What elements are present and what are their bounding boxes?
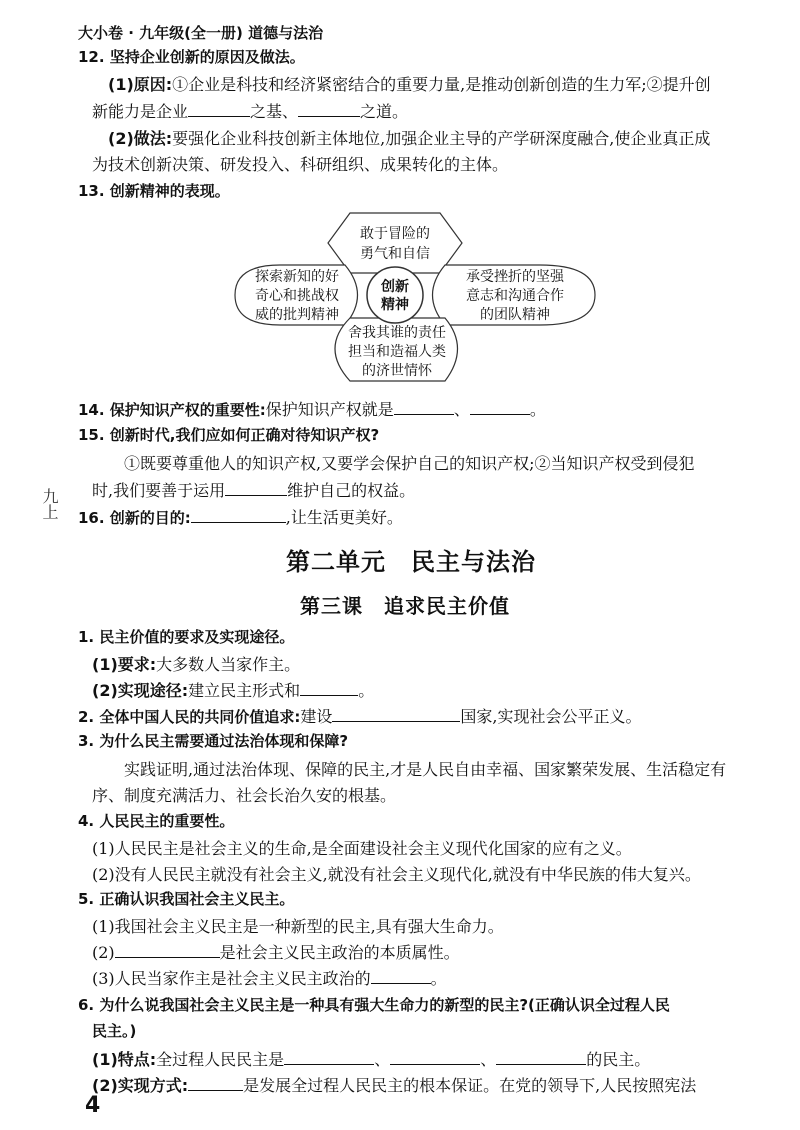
p6-feature-text: 全过程人民民主是 <box>156 1050 285 1069</box>
q14-blank-1[interactable] <box>394 400 454 415</box>
p6-feature-end: 的民主。 <box>586 1050 651 1069</box>
p5-l3-text: (3)人民当家作主是社会主义民主政治的 <box>92 969 371 988</box>
p1-way-text: 建立民主形式和 <box>188 681 301 700</box>
lesson-title: 第三课 追求民主价值 <box>300 594 510 618</box>
q12-text-b: 之基、 <box>250 102 299 121</box>
p5-line2 <box>92 940 460 963</box>
p5-line1: (1)我国社会主义民主是一种新型的民主,具有强大生命力。 <box>92 917 504 936</box>
petal-right <box>433 265 596 325</box>
p6-feature-label: (1)特点: <box>92 1050 157 1069</box>
center-line2: 精神 <box>381 297 409 313</box>
petal-left-line1: 探索新知的好 <box>255 269 339 285</box>
q14-blank-2[interactable] <box>470 400 530 415</box>
q12-practice-text: 要强化企业科技创新主体地位,加强企业主导的产学研深度融合,使企业真正成 <box>172 129 711 148</box>
p3-title: 3. 为什么民主需要通过法治体现和保障? <box>78 732 349 750</box>
q14-sep: 、 <box>453 400 470 419</box>
q12-practice-label: (2)做法: <box>108 129 173 148</box>
p5-l2-prefix: (2) <box>92 943 115 962</box>
p5-blank-2[interactable] <box>371 969 431 984</box>
p6-sep-2: 、 <box>480 1050 497 1069</box>
p5-line3 <box>92 966 447 989</box>
p1-blank[interactable] <box>300 681 358 696</box>
q15-text-b: 维护自己的权益。 <box>287 481 416 500</box>
center-line1: 创新 <box>381 279 409 295</box>
q15-title: 15. 创新时代,我们应如何正确对待知识产权? <box>78 426 380 444</box>
q16-line <box>78 505 403 528</box>
q14-end: 。 <box>529 400 546 419</box>
q12-blank-1[interactable] <box>188 102 250 117</box>
q12-text-c: 之道。 <box>360 102 409 121</box>
page-number: 4 <box>85 1093 101 1118</box>
q12-reason-line2 <box>92 99 408 122</box>
p1-title: 1. 民主价值的要求及实现途径。 <box>78 628 295 646</box>
q12-practice-line1 <box>108 126 710 149</box>
p6-way-label: (2)实现方式: <box>92 1076 189 1095</box>
p6-title-line2: 民主。) <box>92 1022 137 1040</box>
book-header: 大小卷 · 九年级(全一册) 道德与法治 <box>78 24 324 42</box>
p6-line2 <box>92 1073 696 1096</box>
p5-blank-1[interactable] <box>115 943 220 958</box>
q14-line <box>78 397 546 420</box>
petal-bottom-line1: 舍我其谁的责任 <box>348 325 446 341</box>
p1-end: 。 <box>358 681 375 700</box>
petal-bottom-line3: 的济世情怀 <box>362 363 432 379</box>
p6-blank-1[interactable] <box>284 1050 374 1065</box>
p6-way-text: 是发展全过程人民民主的根本保证。在党的领导下,人民按照宪法 <box>243 1076 697 1095</box>
p6-title-line1: 6. 为什么说我国社会主义民主是一种具有强大生命力的新型的民主?(正确认识全过程人民 <box>78 996 670 1014</box>
petal-bottom <box>335 318 458 381</box>
p2-text-b: 国家,实现社会公平正义。 <box>460 707 642 726</box>
p2-text-a: 建设 <box>300 707 333 726</box>
q13-title: 13. 创新精神的表现。 <box>78 182 230 200</box>
p1-way-label: (2)实现途径: <box>92 681 189 700</box>
q12-blank-2[interactable] <box>298 102 360 117</box>
p4-line2: (2)没有人民民主就没有社会主义,就没有社会主义现代化,就没有中华民族的伟大复兴。 <box>92 865 701 884</box>
innovation-spirit-diagram <box>225 203 605 388</box>
p4-title: 4. 人民民主的重要性。 <box>78 812 235 830</box>
p1-line1 <box>92 652 300 675</box>
q12-title: 12. 坚持企业创新的原因及做法。 <box>78 48 305 66</box>
p1-req-label: (1)要求: <box>92 655 157 674</box>
p6-blank-4[interactable] <box>188 1076 243 1091</box>
petal-top-line1: 敢于冒险的 <box>360 226 430 242</box>
q15-text-a: 时,我们要善于运用 <box>92 481 226 500</box>
p5-l3-end: 。 <box>430 969 447 988</box>
p3-line1: 实践证明,通过法治体现、保障的民主,才是人民自由幸福、国家繁荣发展、生活稳定有 <box>124 760 727 779</box>
q15-line1: ①既要尊重他人的知识产权,又要学会保护自己的知识产权;②当知识产权受到侵犯 <box>124 454 695 473</box>
p5-l2-text: 是社会主义民主政治的本质属性。 <box>219 943 460 962</box>
petal-top <box>328 213 462 273</box>
p3-line2: 序、制度充满活力、社会长治久安的根基。 <box>92 786 397 805</box>
p6-blank-3[interactable] <box>496 1050 586 1065</box>
petal-right-line1: 承受挫折的坚强 <box>466 269 564 285</box>
p1-req-text: 大多数人当家作主。 <box>156 655 301 674</box>
p2-title: 2. 全体中国人民的共同价值追求: <box>78 708 301 726</box>
q12-reason-text: ①企业是科技和经济紧密结合的重要力量,是推动创新创造的生力军;②提升创 <box>172 75 711 94</box>
q16-title: 16. 创新的目的: <box>78 509 191 527</box>
petal-left-line2: 奇心和挑战权 <box>255 288 339 304</box>
petal-left-line3: 威的批判精神 <box>255 307 339 323</box>
q15-line2 <box>92 478 415 501</box>
p4-line1: (1)人民民主是社会主义的生命,是全面建设社会主义现代化国家的应有之义。 <box>92 839 632 858</box>
p1-line2 <box>92 678 374 701</box>
q15-blank[interactable] <box>225 481 287 496</box>
p5-title: 5. 正确认识我国社会主义民主。 <box>78 890 295 908</box>
petal-left <box>235 265 358 325</box>
q16-blank[interactable] <box>191 508 286 523</box>
q14-text: 保护知识产权就是 <box>265 400 394 419</box>
center-circle <box>367 267 423 323</box>
p6-blank-2[interactable] <box>390 1050 480 1065</box>
q14-title: 14. 保护知识产权的重要性: <box>78 401 266 419</box>
p2-blank[interactable] <box>332 707 460 722</box>
p6-sep-1: 、 <box>374 1050 391 1069</box>
unit-title: 第二单元 民主与法治 <box>286 548 536 576</box>
petal-right-line3: 的团队精神 <box>480 307 550 323</box>
p2-line <box>78 704 641 727</box>
petal-bottom-line2: 担当和造福人类 <box>348 344 446 360</box>
side-mark: 九上 <box>40 488 59 520</box>
q12-practice-line2: 为技术创新决策、研发投入、科研组织、成果转化的主体。 <box>92 155 509 174</box>
p6-line1 <box>92 1047 650 1070</box>
petal-right-line2: 意志和沟通合作 <box>466 288 564 304</box>
q12-reason-label: (1)原因: <box>108 75 173 94</box>
q16-text: ,让生活更美好。 <box>285 508 403 527</box>
q12-text-a: 新能力是企业 <box>92 102 189 121</box>
q12-reason-line1 <box>108 72 711 95</box>
petal-top-line2: 勇气和自信 <box>360 246 430 262</box>
